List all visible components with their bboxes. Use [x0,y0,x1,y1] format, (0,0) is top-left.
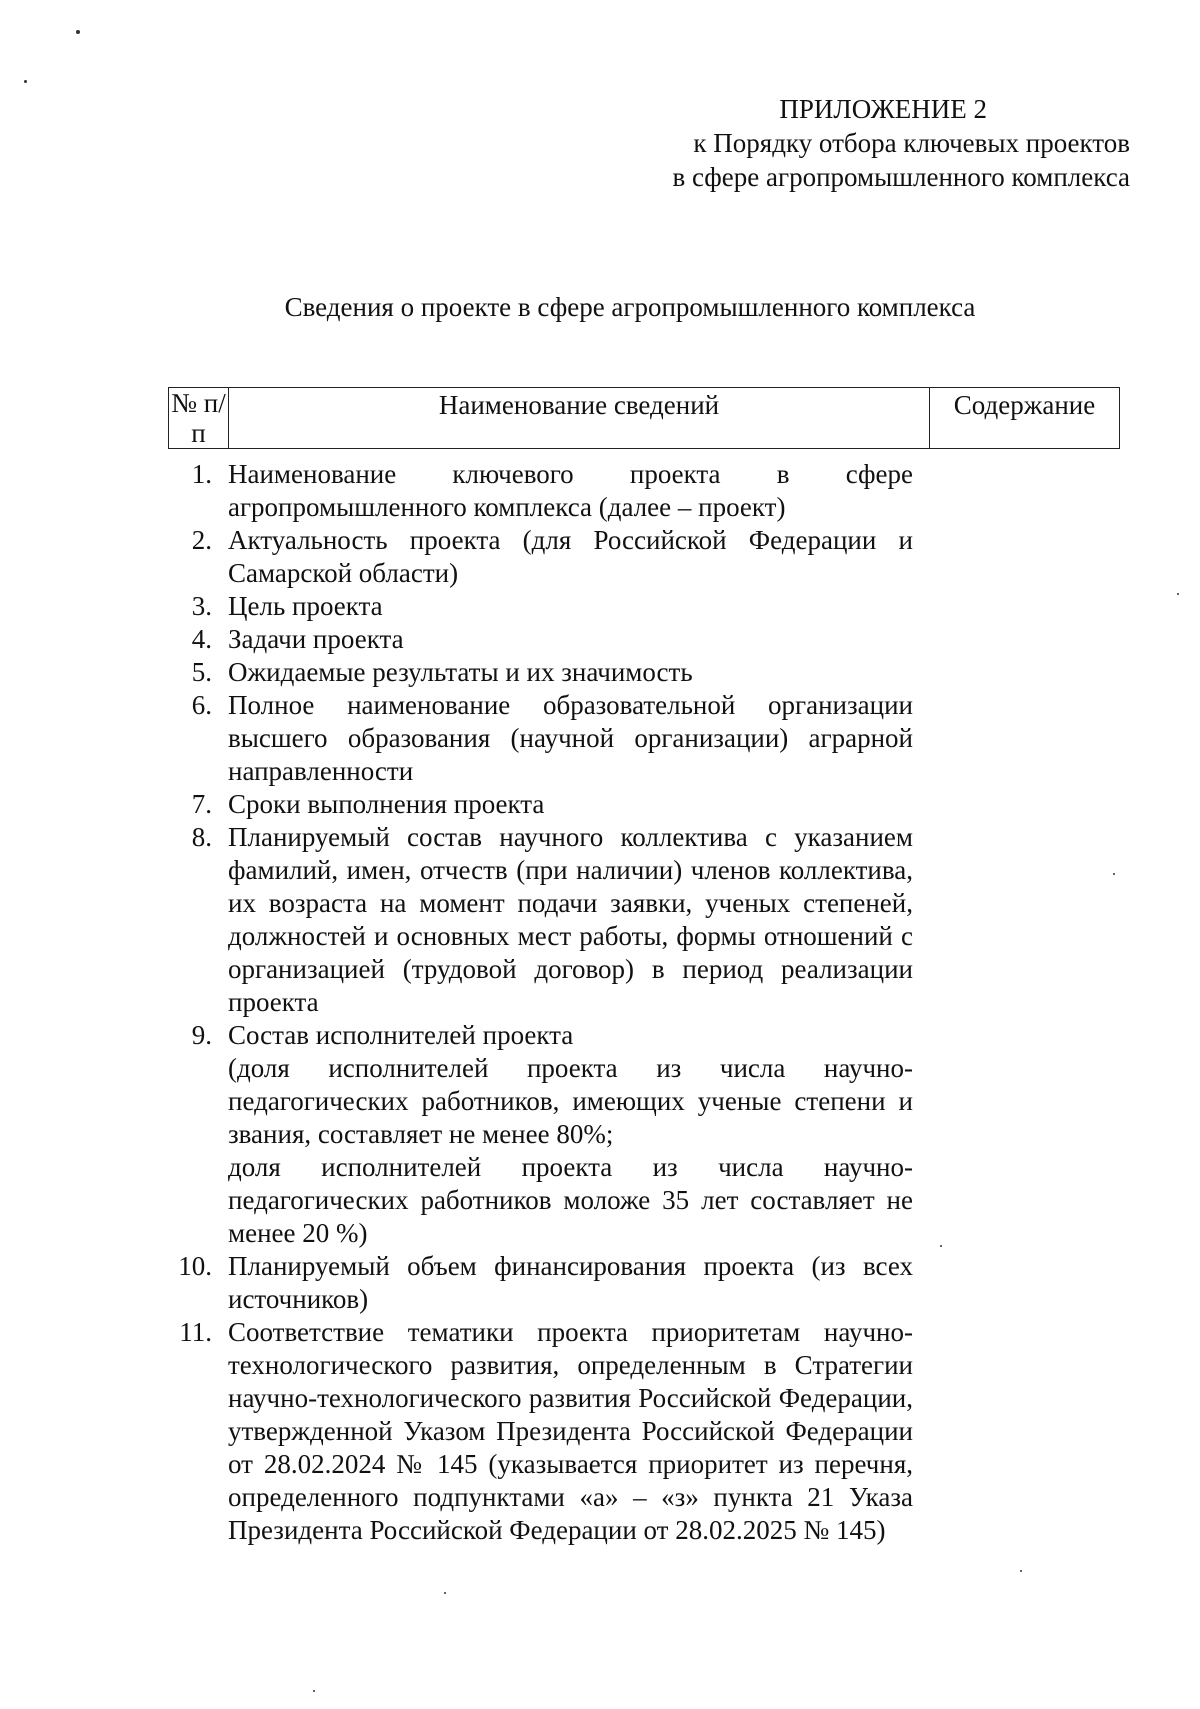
table-row [168,821,1120,1019]
row-text: Задачи проекта [228,624,404,654]
scan-speck [313,1690,315,1692]
header-content: Содержание [953,390,1096,420]
scan-speck [76,30,80,34]
row-number: 4. [191,624,212,654]
row-number: 8. [191,822,212,852]
scan-speck [940,1245,942,1247]
row-number: 11. [179,1317,212,1347]
scan-speck [444,1592,446,1594]
row-text: Цель проекта [228,591,383,621]
row-text-share-degrees: (доля исполнителей проекта из числа научно-педагогических работников, имеющих ученые степени и звания, составляет не менее 80%; [228,1053,913,1149]
table-row [168,788,1120,821]
annex-line-2: в сфере агропромышленного комплекса [672,162,1130,192]
document-title: Сведения о проекте в сфере агропромышленного комплекса [284,292,976,322]
table-row [168,524,1120,590]
row-text: Планируемый состав научного коллектива с указанием фамилий, имен, отчеств (при наличии) членов коллектива, их возраста на момент подачи заявки, ученых степеней, должностей и основных мест работы, формы отношений с организацией (трудовой договор) в период реализации проекта [228,822,913,1017]
row-text: Ожидаемые результаты и их значимость [228,657,693,687]
table-row [168,1316,1120,1547]
table-row [168,656,1120,689]
scan-speck [24,80,27,83]
row-number: 6. [191,690,212,720]
row-number: 10. [178,1251,212,1281]
row-text: Соответствие тематики проекта приоритетам научно-технологического развития, определенным в Стратегии научно-технологического развития Российской Федерации, утвержденной Указом Президента Российской Федерации от 28.02.2024 № 145 (указывается приоритет из перечня, определенного подпунктами «а» – «з» пункта 21 Указа Президента Российской Федерации от 28.02.2025 № 145) [228,1317,913,1545]
row-number: 1. [191,459,212,489]
table-row [168,590,1120,623]
row-number: 5. [191,657,212,687]
table-row [168,1019,1120,1250]
row-text-share-young: доля исполнителей проекта из числа научно-педагогических работников моложе 35 лет составляет не менее 20 %) [228,1152,913,1248]
table-row [168,623,1120,656]
annex-title: ПРИЛОЖЕНИЕ 2 [779,94,987,124]
header-name: Наименование сведений [229,388,930,448]
table-header [168,387,1120,449]
annex-line-1: к Порядку отбора ключевых проектов [693,128,1130,158]
row-number: 9. [191,1020,212,1050]
row-text: Наименование ключевого проекта в сфере агропромышленного комплекса (далее – проект) [228,459,913,522]
row-number: 2. [191,525,212,555]
table-row [168,689,1120,788]
scan-speck [1177,593,1179,595]
row-text: Сроки выполнения проекта [228,789,545,819]
project-info-table [168,387,1120,1547]
table-row [168,1250,1120,1316]
row-text-group [228,1019,913,1250]
table-body [168,458,1120,1547]
row-text: Актуальность проекта (для Российской Федерации и Самарской области) [228,525,913,588]
row-text: Планируемый объем финансирования проекта (из всех источников) [228,1251,913,1314]
scan-speck [1113,873,1115,875]
row-number: 3. [191,591,212,621]
annex-header [570,92,1130,194]
header-number: № п/п [169,388,229,448]
table-row [168,458,1120,524]
row-text: Состав исполнителей проекта [228,1020,574,1050]
scan-speck [1020,1570,1022,1572]
row-text: Полное наименование образовательной организации высшего образования (научной организации) аграрной направленности [228,690,913,786]
row-number: 7. [191,789,212,819]
